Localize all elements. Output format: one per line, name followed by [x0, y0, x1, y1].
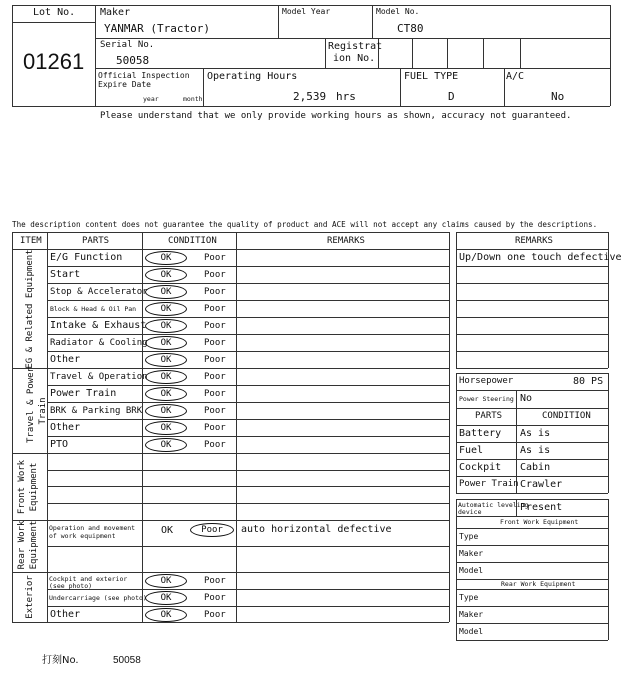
group-eg-label: EG & Related Equipment [25, 249, 35, 369]
part-rear-operation: Operation and movement of work equipment [49, 524, 136, 540]
ok-mark: OK [145, 319, 187, 333]
group-rear-label-2: Equipment [29, 520, 39, 570]
ok-mark: OK [145, 387, 187, 401]
poor-label: Poor [204, 372, 226, 382]
part-travel-other: Other [50, 422, 81, 433]
battery-label: Battery [459, 428, 502, 439]
col-remarks-header: REMARKS [327, 236, 365, 246]
fuel-value: As is [520, 445, 551, 456]
registration-label-1: Registrat [328, 41, 383, 52]
part-cockpit-exterior: Cockpit and exterior (see photo) [49, 575, 128, 590]
maker-value: YANMAR (Tractor) [104, 22, 210, 35]
group-rear-label-1: Rear Work [17, 520, 27, 570]
rear-model-label: Model [459, 627, 484, 636]
poor-label: Poor [204, 338, 226, 348]
power-steering-label: Power Steering [459, 395, 514, 403]
front-maker-label: Maker [459, 549, 484, 558]
ok-mark: OK [145, 591, 187, 605]
ok-mark: OK [145, 370, 187, 384]
part-travel-operation: Travel & Operation [50, 372, 148, 382]
hours-note: Please understand that we only provide working hours as shown, accuracy not guaranteed. [100, 111, 572, 121]
front-model-label: Model [459, 566, 484, 575]
ok-mark: OK [145, 574, 187, 588]
auto-leveling-value: Present [520, 502, 563, 513]
registration-label-2: ion No. [333, 53, 376, 64]
year-label: year [143, 95, 159, 103]
group-front-label-2: Equipment [29, 462, 39, 512]
part-power-train: Power Train [50, 388, 117, 399]
power-train-label: Power Train [459, 479, 519, 489]
auto-leveling-label-1: Automatic leveling [458, 501, 529, 509]
poor-label: Poor [204, 253, 226, 263]
ok-mark: OK [145, 404, 187, 418]
month-label: month [183, 95, 203, 103]
ok-mark: OK [145, 421, 187, 435]
part-pto: PTO [50, 439, 69, 450]
cockpit-label: Cockpit [459, 462, 502, 473]
poor-label: Poor [204, 610, 226, 620]
front-work-title: Front Work Equipment [500, 518, 579, 526]
part-exterior-other: Other [50, 609, 81, 620]
power-train-value: Crawler [520, 479, 563, 490]
ok-mark: OK [145, 302, 187, 316]
poor-label: Poor [204, 389, 226, 399]
ok-mark: OK [145, 268, 187, 282]
description-note: The description content does not guarantee the quality of product and ACE will not accept any claims caused by the descriptions. [12, 220, 598, 229]
model-no-label: Model No. [376, 7, 420, 16]
col-parts-header: PARTS [82, 236, 110, 246]
lot-number: 01261 [23, 49, 85, 74]
poor-label: Poor [204, 355, 226, 365]
part-radiator-cooling: Radiator & Cooling [50, 338, 148, 348]
ok-mark: OK [145, 608, 187, 622]
ac-label: A/C [506, 71, 525, 82]
part-start: Start [50, 269, 81, 280]
ok-mark: OK [145, 438, 187, 452]
maker-label: Maker [100, 7, 131, 18]
power-steering-value: No [520, 393, 533, 404]
group-travel-label-1: Travel & Power [26, 367, 36, 443]
fuel-type-value: D [448, 90, 455, 103]
inspection-label-1: Official Inspection [98, 71, 190, 80]
poor-label: Poor [204, 287, 226, 297]
serial-value: 50058 [116, 54, 150, 67]
poor-label: Poor [204, 270, 226, 280]
part-stop-accelerator: Stop & Accelerator [50, 287, 148, 297]
hours-value: 2,539 [293, 90, 327, 103]
rear-work-title: Rear Work Equipment [501, 580, 576, 588]
col-condition-header: CONDITION [168, 236, 217, 246]
rear-maker-label: Maker [459, 610, 484, 619]
part-brk-parking: BRK & Parking BRK [50, 406, 143, 416]
side-remarks-title: REMARKS [515, 236, 553, 246]
horsepower-label: Horsepower [459, 376, 514, 386]
poor-label: Poor [204, 593, 226, 603]
group-front-label-1: Front Work [17, 459, 27, 515]
rear-type-label: Type [459, 593, 479, 602]
ok-mark: OK [145, 251, 187, 265]
ok-label: OK [161, 525, 174, 536]
poor-label: Poor [204, 440, 226, 450]
poor-label: Poor [204, 321, 226, 331]
hours-label: Operating Hours [207, 71, 298, 82]
part-undercarriage: Undercarriage (see photo) [49, 594, 147, 602]
col-item-header: ITEM [20, 236, 42, 246]
lot-label: Lot No. [33, 7, 76, 18]
side-remarks-text: Up/Down one touch defective [459, 252, 622, 263]
ac-value: No [551, 90, 565, 103]
ok-mark: OK [145, 336, 187, 350]
fuel-label: Fuel [459, 445, 484, 456]
group-exterior-label: Exterior [25, 575, 35, 619]
model-no-value: CT80 [397, 22, 424, 35]
serial-label: Serial No. [100, 40, 155, 50]
part-eg-other: Other [50, 354, 81, 365]
stamp-value: 50058 [113, 655, 141, 666]
horsepower-value: 80 PS [573, 376, 604, 387]
poor-label: Poor [204, 576, 226, 586]
poor-label: Poor [204, 304, 226, 314]
part-intake-exhaust: Intake & Exhaust [50, 320, 147, 331]
group-travel-label-2: Train [38, 397, 48, 425]
ok-mark: OK [145, 353, 187, 367]
side-condition-header: CONDITION [542, 411, 591, 421]
cockpit-value: Cabin [520, 462, 551, 473]
side-parts-header: PARTS [475, 411, 503, 421]
rear-remark: auto horizontal defective [241, 524, 392, 535]
part-eg-function: E/G Function [50, 252, 123, 263]
battery-value: As is [520, 428, 551, 439]
model-year-label: Model Year [282, 7, 331, 16]
front-type-label: Type [459, 532, 479, 541]
poor-mark: Poor [190, 523, 234, 537]
fuel-type-label: FUEL TYPE [404, 71, 459, 82]
inspection-label-2: Expire Date [98, 80, 151, 89]
auto-leveling-label-2: device [458, 508, 482, 516]
poor-label: Poor [204, 423, 226, 433]
poor-label: Poor [204, 406, 226, 416]
stamp-label: 打刻No. [42, 655, 79, 666]
ok-mark: OK [145, 285, 187, 299]
part-block-head: Block & Head & Oil Pan [50, 305, 137, 313]
hours-unit: hrs [336, 90, 356, 103]
